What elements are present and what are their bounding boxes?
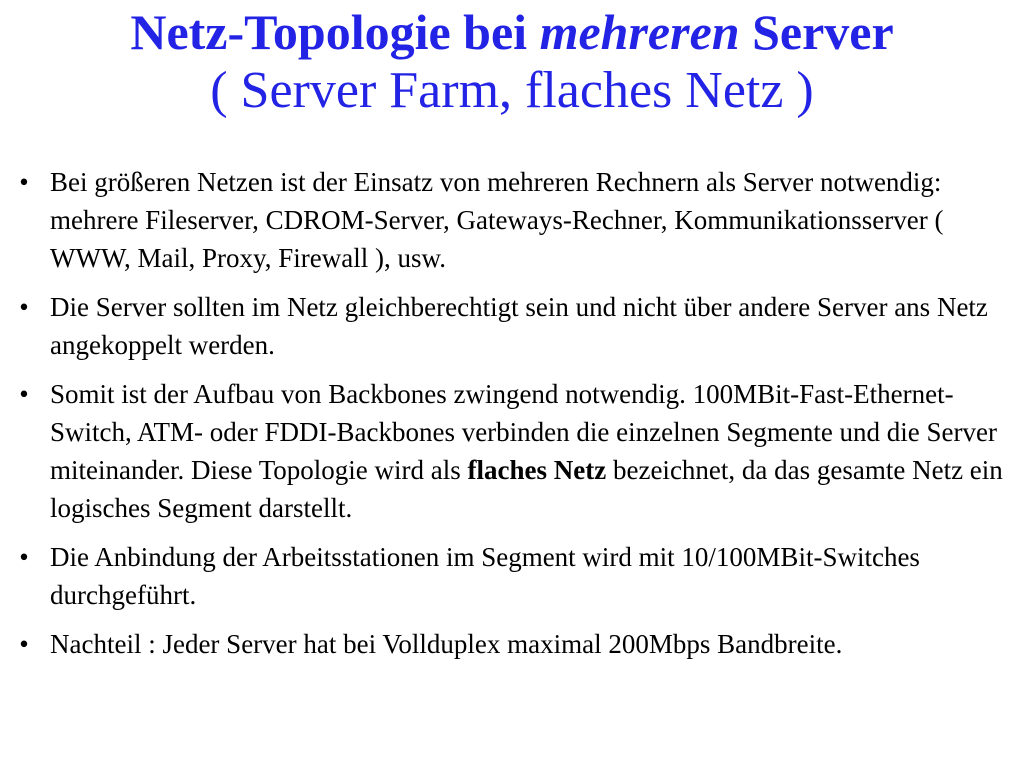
bullet-text: Nachteil : Jeder Server hat bei Vollduplex maximal 200Mbps Bandbreite. [50, 629, 843, 659]
bullet-text-after: bezeichnet, da das gesamte Netz ein logisches Segment darstellt. [50, 455, 1003, 523]
bullet-text-bold: flaches Netz [467, 455, 607, 485]
bullet-marker: • [19, 542, 29, 572]
bullet-item-4 [14, 538, 1014, 614]
bullet-item-3 [14, 375, 1014, 527]
bullet-item-2 [14, 288, 1014, 364]
bullet-marker: • [19, 629, 29, 659]
slide-title [0, 2, 1024, 120]
bullet-item-1 [14, 163, 1014, 277]
bullet-text-before: Somit ist der Aufbau von Backbones zwingend notwendig. 100MBit-Fast-Ethernet-Switch, ATM- oder FDDI-Backbones verbinden die einzelnen Segmente und die Server miteinander. Diese Topologie wird als [50, 379, 998, 485]
title-text-italic: mehreren [539, 4, 740, 60]
bullet-text: Bei größeren Netzen ist der Einsatz von mehreren Rechnern als Server notwendig: mehrere Fileserver, CDROM-Server, Gateways-Rechner, Kommunikationsserver ( WWW, Mail, Proxy, Firewall ), usw. [50, 167, 944, 273]
title-text-start: Netz-Topologie bei [130, 4, 540, 60]
bullet-marker: • [19, 167, 29, 197]
bullet-text: Die Server sollten im Netz gleichberechtigt sein und nicht über andere Server ans Netz angekoppelt werden. [50, 292, 988, 360]
bullet-item-5 [14, 625, 1014, 663]
title-line-2: ( Server Farm, flaches Netz ) [210, 62, 814, 119]
bullet-marker: • [19, 292, 29, 322]
bullet-marker: • [19, 379, 29, 409]
title-text-end: Server [739, 4, 894, 60]
bullet-text: Die Anbindung der Arbeitsstationen im Segment wird mit 10/100MBit-Switches durchgeführt. [50, 542, 920, 610]
title-line-1 [0, 2, 1024, 62]
bullet-list [14, 163, 1014, 674]
